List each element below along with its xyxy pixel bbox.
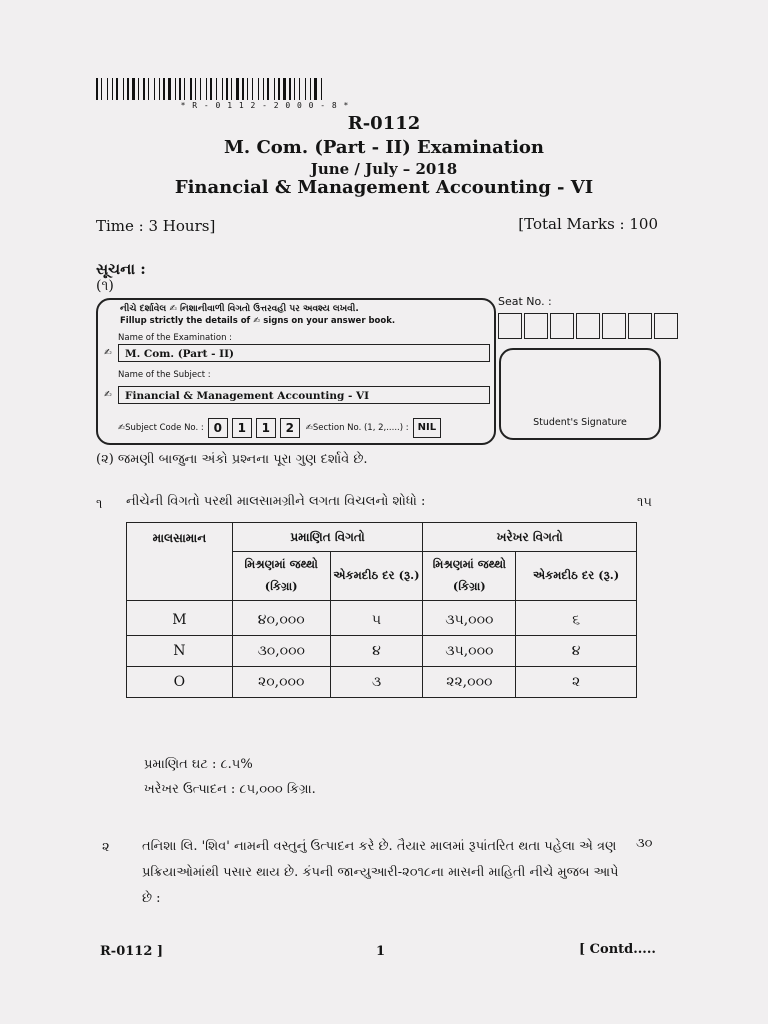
sub-header-act-rate: એકમદીઠ દર (રૂ.) (516, 552, 637, 601)
header-material: માલસામાન (127, 523, 233, 601)
q2-number: ૨ (102, 840, 110, 855)
pen-icon: ✍ (104, 390, 112, 400)
cell-act-rate: ૬ (516, 600, 637, 635)
barcode-bar (163, 78, 165, 100)
barcode-bar (184, 78, 185, 100)
exam-name-label: Name of the Examination : (118, 333, 233, 343)
barcode-bar (179, 78, 181, 100)
cell-std-rate: ૫ (330, 600, 423, 635)
pen-icon: ✍ (104, 348, 112, 358)
barcode-bar (112, 78, 113, 100)
page-number: 1 (376, 944, 386, 959)
barcode-text: * R - 0 1 1 2 - 2 0 0 0 - 8 * (180, 101, 350, 110)
seat-digit-box (550, 313, 574, 339)
subject-name-field: Financial & Management Accounting - VI (118, 386, 490, 404)
barcode-bar (314, 78, 317, 100)
exam-title: M. Com. (Part - II) Examination (223, 137, 545, 158)
subject-title: Financial & Management Accounting - VI (174, 177, 594, 198)
header-actual: ખરેખર વિગતો (423, 523, 637, 552)
barcode-bar (305, 78, 306, 100)
table-row (127, 666, 637, 697)
barcode-bar (321, 78, 322, 100)
cell-std-qty: ૨૦,૦૦૦ (232, 666, 330, 697)
subject-code-digit: 0 (208, 418, 228, 438)
barcode-bar (116, 78, 118, 100)
subject-code-digit: 1 (232, 418, 252, 438)
signature-box (499, 348, 661, 440)
barcode-bar (195, 78, 196, 100)
seat-digit-box (524, 313, 548, 339)
barcode-bar (278, 78, 280, 100)
barcode-bar (310, 78, 311, 100)
barcode-bar (206, 78, 207, 100)
seat-digit-box (576, 313, 600, 339)
pen-icon: ✍ (118, 423, 126, 433)
footer-paper-code: R-0112 ] (100, 944, 164, 959)
cell-act-qty: ૩૫,૦૦૦ (423, 600, 516, 635)
paper-code: R-0112 (347, 113, 421, 134)
time-label: Time : 3 Hours] (96, 217, 216, 235)
instructions-heading: સૂચના : (96, 260, 146, 278)
cell-material: M (127, 600, 233, 635)
barcode-bar (154, 78, 155, 100)
barcode-bar (236, 78, 239, 100)
section-label: Section No. (1, 2,.....) : (312, 423, 409, 433)
barcode-bar (274, 78, 275, 100)
seat-digit-box (498, 313, 522, 339)
seat-number-label: Seat No. : (498, 295, 552, 308)
cell-act-rate: ૪ (516, 635, 637, 666)
cell-material: O (127, 666, 233, 697)
barcode-bar (138, 78, 139, 100)
barcode-bar (247, 78, 248, 100)
exam-session: June / July – 2018 (310, 160, 458, 178)
table-row (127, 600, 637, 635)
subject-name-label: Name of the Subject : (118, 370, 211, 380)
barcode-bar (222, 78, 223, 100)
cell-act-qty: ૨૨,૦૦૦ (423, 666, 516, 697)
barcode-bar (143, 78, 145, 100)
barcode-bar (226, 78, 228, 100)
barcode-bar (283, 78, 286, 100)
barcode-bar (101, 78, 102, 100)
subject-code-row (118, 418, 441, 438)
standard-loss: પ્રમાણિત ઘટ : ૮.૫% (144, 757, 253, 772)
barcode-bar (263, 78, 264, 100)
barcode-bar (294, 78, 295, 100)
info-line-english: Fillup strictly the details of ✍ signs on your answer book. (120, 316, 396, 326)
header-standard: પ્રમાણિત વિગતો (232, 523, 423, 552)
material-data-table (126, 522, 637, 698)
barcode-bar (242, 78, 244, 100)
answer-book-info-box (96, 298, 496, 445)
seat-number-boxes (498, 313, 680, 339)
instruction-1-number: (૧) (96, 278, 114, 294)
barcode-bar (148, 78, 149, 100)
subject-code-digit: 1 (256, 418, 276, 438)
actual-output: ખરેખર ઉત્પાદન : ૮૫,૦૦૦ કિગ્રા. (144, 782, 316, 797)
total-marks: [Total Marks : 100 (518, 215, 658, 233)
cell-std-rate: ૪ (330, 635, 423, 666)
continued-label: [ Contd..... (579, 942, 656, 957)
cell-material: N (127, 635, 233, 666)
exam-name-field: M. Com. (Part - II) (118, 344, 490, 362)
barcode-bar (231, 78, 232, 100)
barcode-bar (127, 78, 129, 100)
barcode-bar (289, 78, 291, 100)
sub-header-std-qty: મિશ્રણમાં જથ્થો (કિગ્રા) (232, 552, 330, 601)
q1-number: ૧ (96, 497, 103, 512)
barcode-bar (107, 78, 108, 100)
cell-act-qty: ૩૫,૦૦૦ (423, 635, 516, 666)
seat-digit-box (602, 313, 626, 339)
barcode-bar (175, 78, 176, 100)
sub-header-std-rate: એકમદીઠ દર (રૂ.) (330, 552, 423, 601)
barcode-bar (210, 78, 212, 100)
barcode-bar (123, 78, 124, 100)
barcode-bar (252, 78, 253, 100)
barcode-bar (258, 78, 259, 100)
subject-code-label: Subject Code No. : (125, 423, 204, 433)
sub-header-act-qty: મિશ્રણમાં જથ્થો (કિગ્રા) (423, 552, 516, 601)
barcode-bar (267, 78, 269, 100)
pen-icon: ✍ (305, 423, 313, 433)
q2-marks: ૩૦ (636, 836, 653, 851)
q1-marks: ૧૫ (637, 495, 652, 510)
q2-text: તનિશા લિ. 'શિવ' નામની વસ્તુનું ઉત્પાદન કરે છે. તૈયાર માલમાં રૂપાંતરિત થતા પહેલા એ ત્રણ પ્રક્રિયાઓમાંથી પસાર થાય છે. કંપની જાન્યુઆરી-૨૦૧૮ના માસની માહિતી નીચે મુજબ આપે છે : (142, 839, 619, 906)
cell-std-rate: ૩ (330, 666, 423, 697)
barcode-bar (299, 78, 300, 100)
section-value: NIL (413, 418, 441, 438)
subject-code-digit: 2 (280, 418, 300, 438)
barcode-bar (168, 78, 171, 100)
barcode-bar (96, 78, 98, 100)
seat-digit-box (628, 313, 652, 339)
barcode-bar (159, 78, 160, 100)
barcode-bar (216, 78, 217, 100)
q1-text: નીચેની વિગતો પરથી માલસામગ્રીને લગતા વિચલનો શોધો : (126, 494, 426, 509)
info-line-gujarati: નીચે દર્શાવેલ ✍ નિશાનીવાળી વિગતો ઉત્તરવહી પર અવશ્ય લખવી. (120, 304, 359, 314)
cell-act-rate: ૨ (516, 666, 637, 697)
seat-digit-box (654, 313, 678, 339)
cell-std-qty: ૩૦,૦૦૦ (232, 635, 330, 666)
barcode-bar (200, 78, 201, 100)
barcode-bar (190, 78, 192, 100)
signature-label: Student's Signature (533, 417, 627, 428)
instruction-2: (૨) જમણી બાજુના અંકો પ્રશ્નના પૂરા ગુણ દર્શાવે છે. (96, 452, 368, 467)
table-row (127, 635, 637, 666)
barcode-bar (132, 78, 135, 100)
cell-std-qty: ૪૦,૦૦૦ (232, 600, 330, 635)
barcode (96, 78, 432, 100)
